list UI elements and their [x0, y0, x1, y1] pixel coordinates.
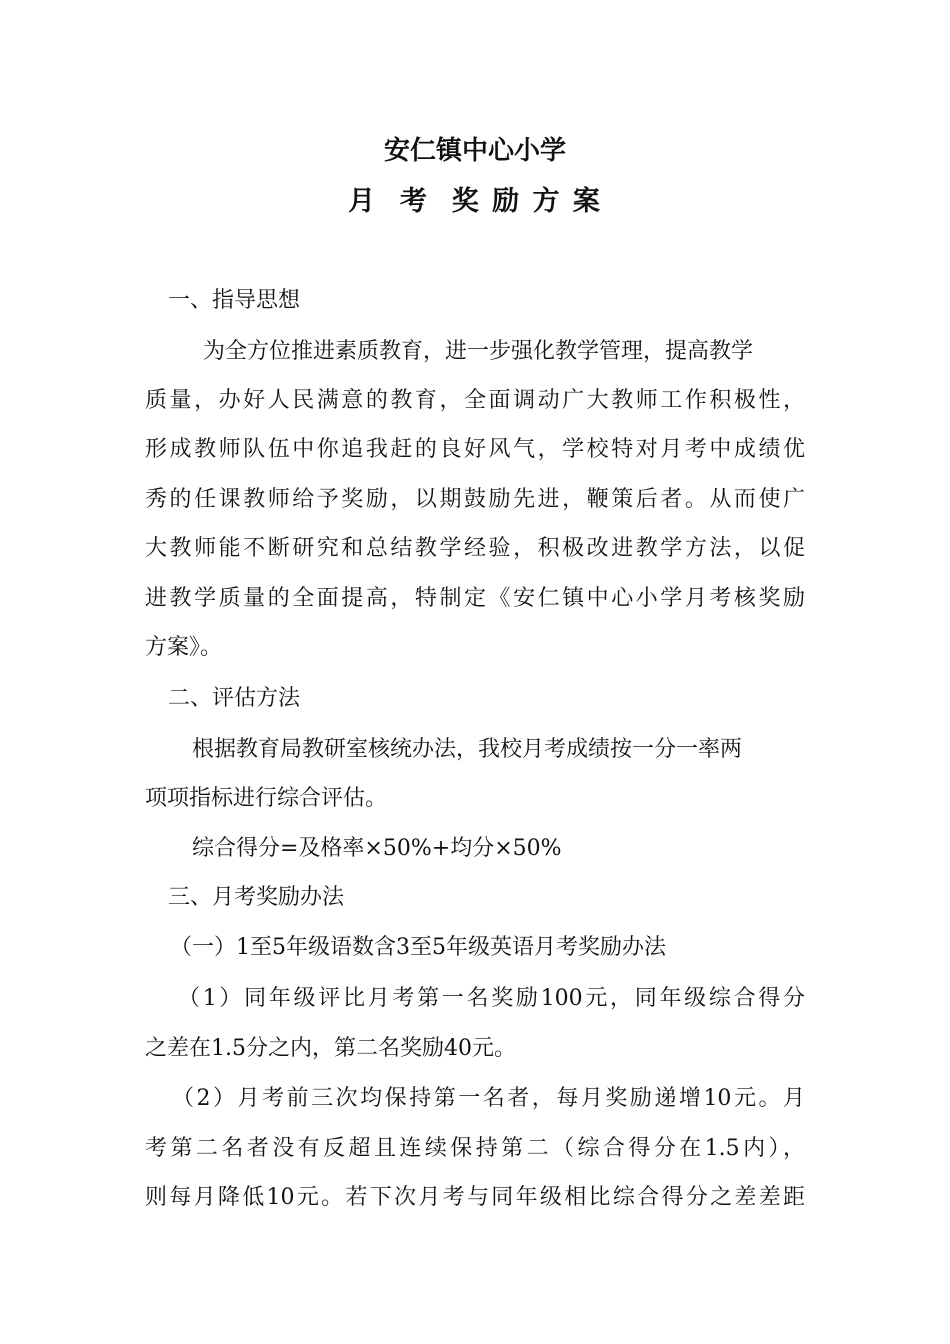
paragraph-line: （1）同年级评比月考第一名奖励100元，同年级综合得分	[178, 986, 805, 1011]
paragraph-line: 形成教师队伍中你追我赶的良好风气，学校特对月考中成绩优	[145, 437, 805, 462]
paragraph-line: 方案》。	[145, 635, 223, 660]
paragraph-line: 则每月降低10元。若下次月考与同年级相比综合得分之差差距	[145, 1185, 805, 1210]
section-heading-evaluation-method: 二、评估方法	[168, 686, 301, 711]
document-title-school: 安仁镇中心小学	[383, 136, 566, 166]
paragraph-line: 根据教育局教研室核统办法，我校月考成绩按一分一率两	[192, 737, 743, 762]
section-heading-guiding-ideology: 一、指导思想	[168, 288, 301, 313]
document-title-plan: 月 考 奖 励 方 案	[348, 186, 602, 217]
paragraph-line: 大教师能不断研究和总结教学经验，积极改进教学方法，以促	[145, 536, 805, 561]
section-heading-reward-method: 三、月考奖励办法	[168, 885, 345, 910]
paragraph-line: 质量，办好人民满意的教育，全面调动广大教师工作积极性，	[145, 388, 805, 413]
paragraph-line: 为全方位推进素质教育，进一步强化教学管理，提高教学	[203, 339, 754, 364]
paragraph-line: 进教学质量的全面提高，特制定《安仁镇中心小学月考核奖励	[145, 586, 805, 611]
paragraph-line: 项项指标进行综合评估。	[145, 786, 388, 811]
formula-line: 综合得分=及格率×50%+均分×50%	[192, 836, 562, 861]
paragraph-line: （2）月考前三次均保持第一名者，每月奖励递增10元。月	[172, 1086, 805, 1111]
paragraph-line: 秀的任课教师给予奖励，以期鼓励先进，鞭策后者。从而使广	[145, 487, 805, 512]
paragraph-line: 之差在1.5分之内，第二名奖励40元。	[145, 1036, 516, 1061]
subsection-heading: （一）1至5年级语数含3至5年级英语月考奖励办法	[170, 935, 666, 960]
paragraph-line: 考第二名者没有反超且连续保持第二（综合得分在1.5内），	[145, 1136, 805, 1161]
